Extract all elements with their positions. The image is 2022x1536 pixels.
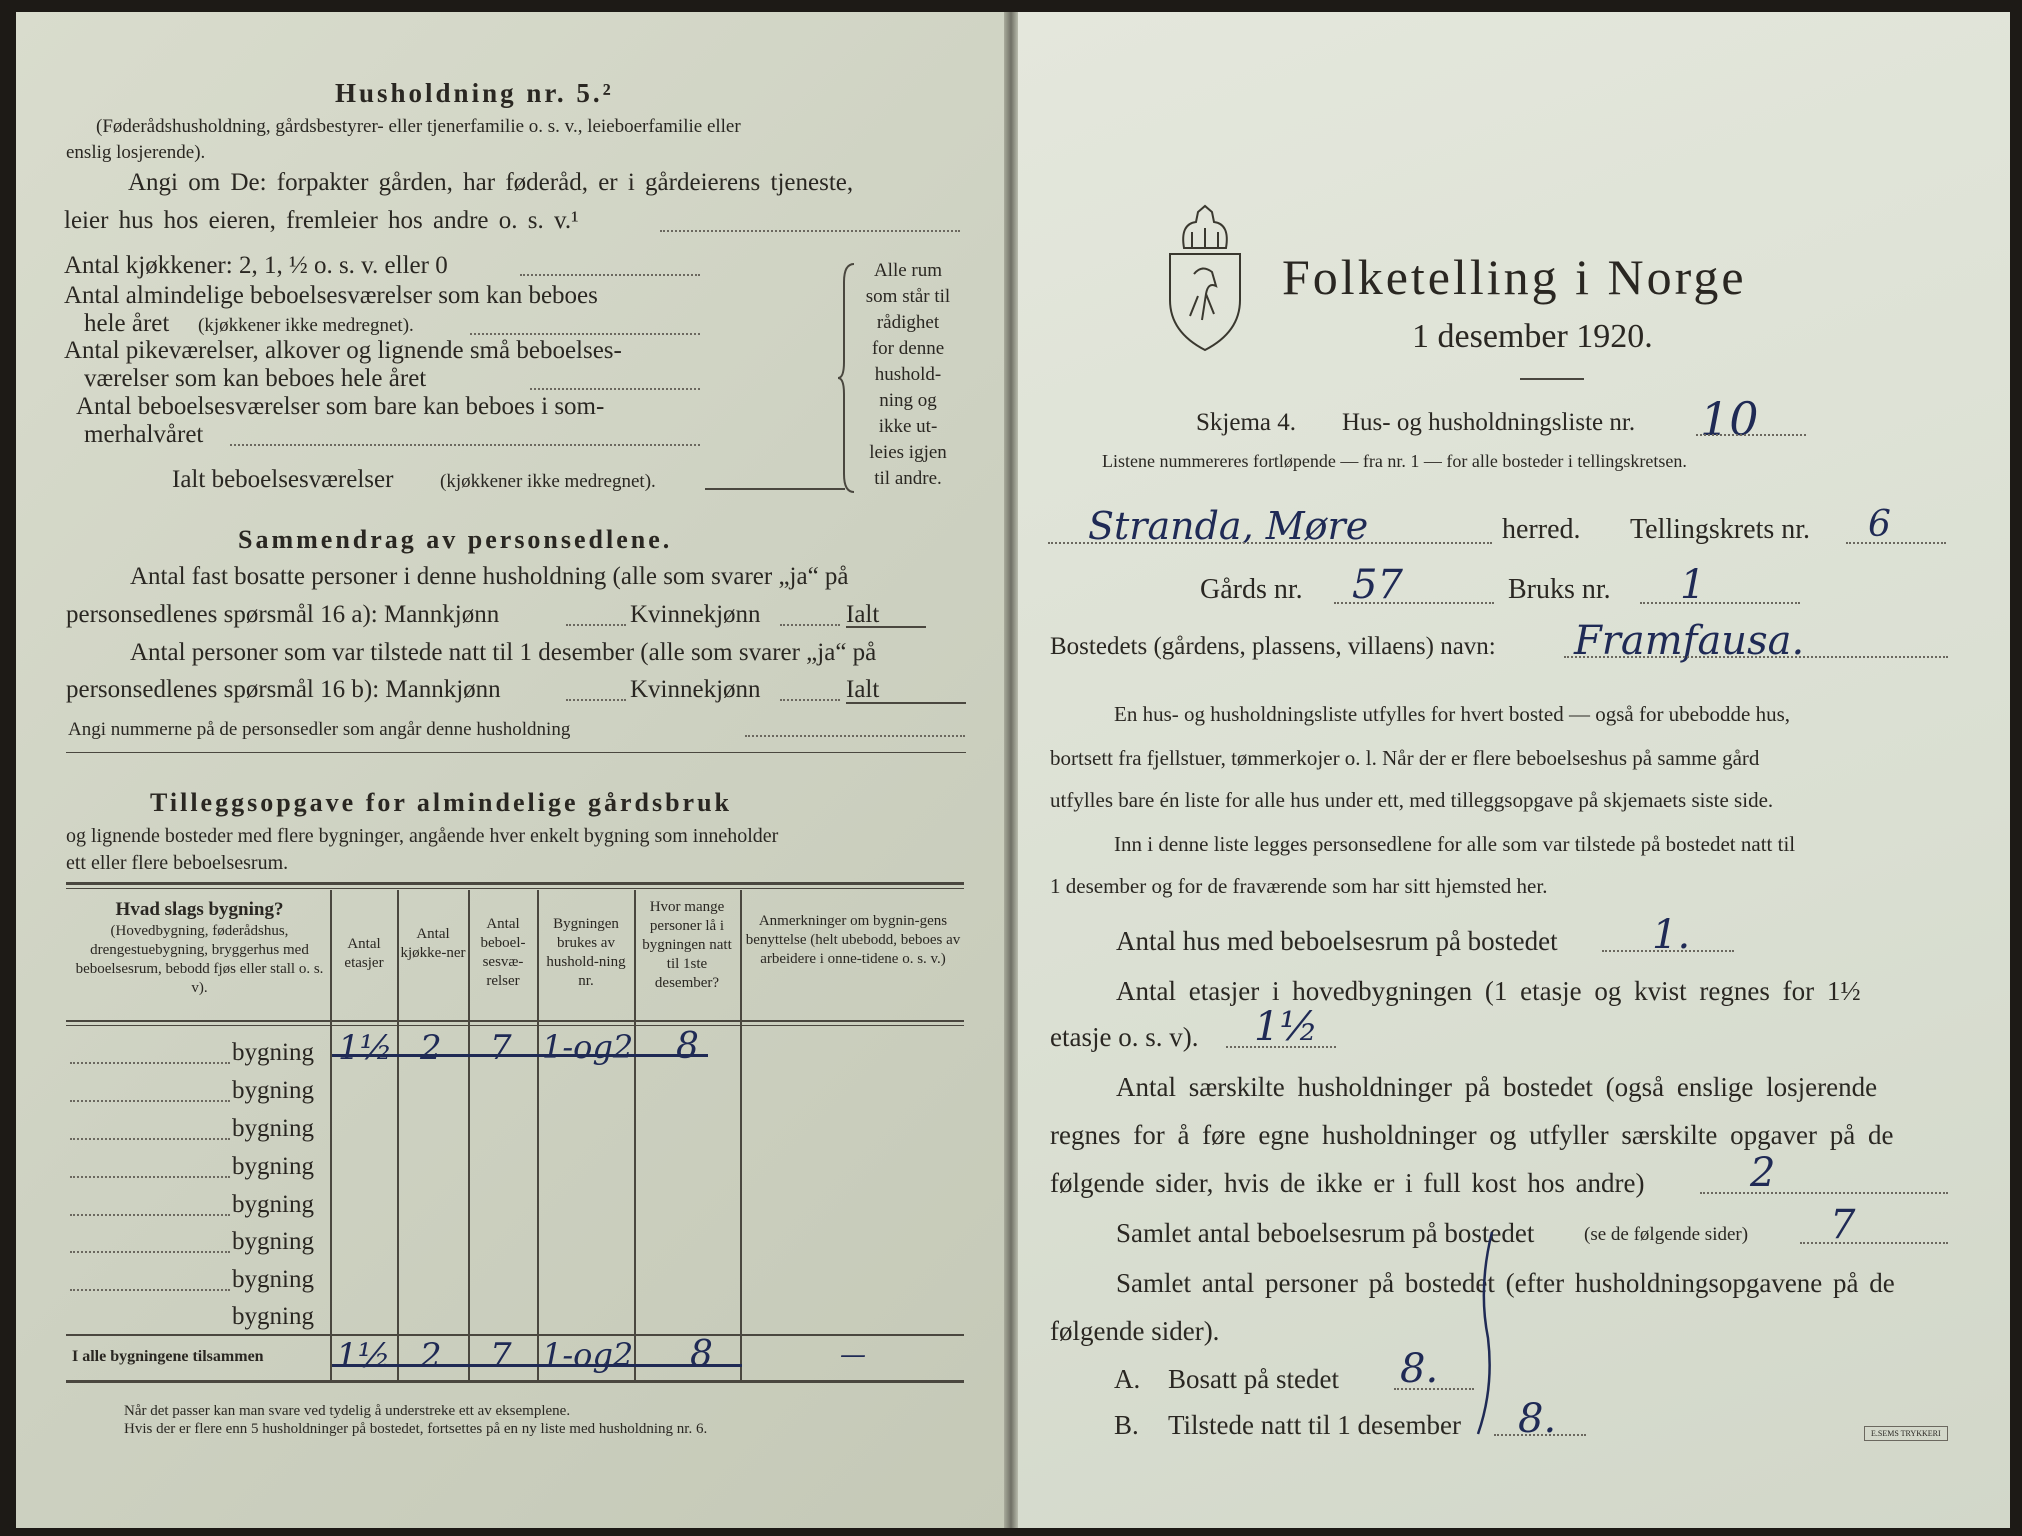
intro-line: (Føderådshusholdning, gårdsbestyrer- eller tjenerfamilie o. s. v., leieboerfamilie eller — [96, 116, 741, 137]
row1-vaerelser: 7 — [490, 1028, 512, 1068]
table-header-anmerkninger: Anmerkninger om bygnin-gens benyttelse (helt ubebodd, beboes av arbeidere i onne-tidene o. s. v.) — [745, 913, 961, 967]
fast-line: personsedlenes spørsmål 16 a): Mannkjønn — [66, 601, 500, 628]
table-col-rule — [537, 890, 539, 1380]
row1-strike — [332, 1054, 708, 1057]
fill-line — [530, 388, 700, 390]
fill-line — [1394, 1388, 1474, 1390]
fill-line — [660, 230, 960, 232]
brace-note-line: for denne — [871, 338, 945, 359]
fill-line — [70, 1251, 230, 1253]
total-personer: 8 — [690, 1334, 713, 1375]
brace-note-line: hushold- — [874, 364, 942, 385]
table-col-rule — [397, 890, 399, 1380]
hus-value: 1. — [1652, 912, 1691, 958]
tillegg-line: og lignende bosteder med flere bygninger, angående hver enkelt bygning som inneholder — [66, 825, 779, 847]
etasjer-label: Antal etasjer i hovedbygningen (1 etasje og kvist regnes for 1½ — [1116, 976, 1861, 1006]
row1-personer: 8 — [676, 1026, 699, 1067]
footnote: Når det passer kan man svare ved tydelig å understreke ett av eksemplene. — [124, 1403, 571, 1419]
fill-line — [470, 333, 700, 335]
table-total-rule — [66, 1334, 964, 1336]
table-col-rule — [330, 890, 332, 1380]
total-husholdning: 1-og2 — [542, 1336, 634, 1374]
fill-line — [1334, 602, 1494, 604]
fill-line — [780, 624, 840, 626]
total-etasjer: 1½ — [336, 1336, 391, 1376]
fill-line — [1700, 1192, 1948, 1194]
table-header-etasjer: Antal etasjer — [344, 936, 384, 971]
brace-icon — [838, 262, 860, 494]
table-top-rule — [66, 882, 964, 885]
table-col-rule — [634, 890, 636, 1380]
sammendrag-title: Sammendrag av personsedlene. — [238, 525, 673, 554]
fill-line — [520, 274, 700, 276]
fill-line — [70, 1138, 230, 1140]
skjema-label: Skjema 4. — [1196, 409, 1296, 436]
listene-note: Listene nummereres fortløpende — fra nr. 1 — for alle bosteder i tellingskretsen. — [1102, 451, 1687, 471]
brace-note-line: til andre. — [874, 468, 942, 489]
bosted-value: Framfausa. — [1574, 618, 1805, 664]
alm-label: Antal almindelige beboelsesværelser som kan beboes — [64, 282, 598, 309]
row1-etasjer: 1½ — [338, 1028, 393, 1068]
info-line: 1 desember og for de fraværende som har sitt hjemsted her. — [1050, 874, 1548, 898]
fill-line — [846, 626, 926, 628]
table-row-label: bygning — [232, 1153, 314, 1180]
herred-value: Stranda, Møre — [1088, 504, 1369, 548]
tilstede-line: personsedlenes spørsmål 16 b): Mannkjønn — [66, 676, 501, 703]
a-label: A. — [1114, 1364, 1141, 1394]
nummerne-label: Angi nummerne på de personsedler som angår denne husholdning — [68, 719, 571, 740]
brace-note-line: ikke ut- — [878, 416, 938, 437]
sars-label: følgende sider, hvis de ikke er i full kost hos andre) — [1050, 1168, 1645, 1198]
b-value: 8. — [1518, 1396, 1557, 1442]
header-title: Hvad slags bygning? — [115, 899, 284, 920]
title-rule — [1520, 378, 1584, 380]
row1-husholdning: 1-og2 — [542, 1028, 634, 1066]
total-strike — [332, 1364, 742, 1367]
footnote: Hvis der er flere enn 5 husholdninger på bostedet, fortsettes på en ny liste med husholdning nr. 6. — [124, 1421, 708, 1437]
table-top-rule — [66, 888, 964, 889]
table-row-label: bygning — [232, 1115, 314, 1142]
samlet-pers-label: Samlet antal personer på bostedet (efter husholdningsopgavene på de — [1116, 1268, 1895, 1298]
samlet-rum-note: (se de følgende sider) — [1584, 1224, 1749, 1245]
brace-note-line: ning og — [879, 390, 937, 411]
intro-line: enslig losjerende). — [66, 142, 206, 163]
b-text: Tilstede natt til 1 desember — [1168, 1410, 1461, 1440]
alm-note: (kjøkkener ikke medregnet). — [198, 315, 414, 336]
table-row-label: bygning — [232, 1303, 314, 1330]
coat-of-arms-icon — [1162, 204, 1248, 354]
total-kjokkener: 2 — [420, 1336, 442, 1376]
kvinne-label: Kvinnekjønn — [630, 676, 761, 703]
fill-line — [1226, 1046, 1336, 1048]
table-row-label: bygning — [232, 1266, 314, 1293]
table-header-kjokkener: Antal kjøkke-ner — [400, 926, 466, 961]
table-header-rule — [66, 1025, 964, 1026]
krets-value: 6 — [1868, 504, 1891, 545]
hus-label: Antal hus med beboelsesrum på bostedet — [1116, 926, 1558, 956]
fill-line — [1048, 542, 1492, 544]
fill-line — [70, 1289, 230, 1291]
document-title: Folketelling i Norge — [1282, 249, 1747, 305]
liste-nr-value: 10 — [1700, 392, 1759, 446]
sars-label: Antal særskilte husholdninger på bostedet (også enslige losjerende — [1116, 1072, 1878, 1102]
fast-line: Antal fast bosatte personer i denne husholdning (alle som svarer „ja“ på — [130, 563, 849, 590]
fill-line — [230, 444, 700, 446]
fill-line — [705, 488, 845, 490]
fill-line — [1846, 542, 1946, 544]
a-text: Bosatt på stedet — [1168, 1364, 1339, 1394]
table-header-personer: Hvor mange personer lå i bygningen natt til 1ste desember? — [642, 899, 732, 991]
fill-line — [566, 699, 626, 701]
samlet-pers-label: følgende sider). — [1050, 1316, 1220, 1346]
household-title: Husholdning nr. 5.² — [335, 78, 614, 108]
info-line: Inn i denne liste legges personsedlene for alle som var tilstede på bostedet natt til — [1114, 832, 1796, 856]
etasjer-label: etasje o. s. v). — [1050, 1022, 1199, 1052]
census-date: 1 desember 1920. — [1412, 318, 1653, 355]
kjokkener-label: Antal kjøkkener: 2, 1, ½ o. s. v. eller 0 — [64, 252, 448, 279]
b-label: B. — [1114, 1410, 1139, 1440]
header-detail: (Hovedbygning, føderådshus, drengestuebygning, bryggerhus med beboelsesrum, bebodd fjøs eller stall o. s. v). — [75, 923, 324, 996]
info-line: En hus- og husholdningsliste utfylles for hvert bosted — også for ubebodde hus, — [1114, 702, 1790, 726]
fill-line — [70, 1100, 230, 1102]
total-label: I alle bygningene tilsammen — [72, 1348, 264, 1365]
bruks-value: 1 — [1680, 562, 1706, 608]
row1-kjokkener: 2 — [420, 1028, 442, 1068]
info-line: utfylles bare én liste for alle hus under ett, med tilleggsopgave på skjemaets siste side. — [1050, 788, 1774, 812]
samlet-rum-label: Samlet antal beboelsesrum på bostedet — [1116, 1218, 1535, 1248]
angi-line: Angi om De: forpakter gården, har føderåd, er i gårdeierens tjeneste, — [128, 169, 854, 196]
table-header-husholdning: Bygningen brukes av hushold-ning nr. — [546, 916, 626, 989]
angi-line: leier hus hos eieren, fremleier hos andre o. s. v.¹ — [64, 207, 579, 234]
brace-note-line: rådighet — [876, 312, 940, 333]
table-row-label: bygning — [232, 1228, 314, 1255]
table-row-label: bygning — [232, 1191, 314, 1218]
total-anmerkninger: — — [840, 1340, 866, 1370]
pen-mark-icon — [1468, 1228, 1508, 1438]
fill-line — [1564, 656, 1948, 658]
fill-line — [566, 624, 626, 626]
brace-note-line: leies igjen — [869, 442, 947, 463]
gards-label: Gårds nr. — [1200, 574, 1303, 605]
ialt-label: Ialt — [846, 676, 880, 703]
sommer-label: merhalvåret — [84, 421, 204, 448]
section-divider — [66, 752, 966, 753]
kvinne-label: Kvinnekjønn — [630, 601, 761, 628]
fill-line — [780, 699, 840, 701]
bosted-label: Bostedets (gårdens, plassens, villaens) navn: — [1050, 633, 1496, 660]
pike-label: Antal pikeværelser, alkover og lignende små beboelses- — [64, 337, 622, 364]
ialt-vaerelser-label: Ialt beboelsesværelser — [172, 466, 394, 493]
sommer-label: Antal beboelsesværelser som bare kan beboes i som- — [76, 393, 605, 420]
bruks-label: Bruks nr. — [1508, 574, 1611, 605]
table-header-building-type — [72, 898, 327, 998]
sars-label: regnes for å føre egne husholdninger og utfyller særskilte opgaver på de — [1050, 1120, 1894, 1150]
fill-line — [70, 1214, 230, 1216]
pike-label: værelser som kan beboes hele året — [84, 365, 427, 392]
a-value: 8. — [1400, 1346, 1439, 1392]
alm-label: hele året — [84, 310, 170, 337]
ialt-vaerelser-note: (kjøkkener ikke medregnet). — [440, 471, 656, 492]
brace-note — [858, 258, 958, 492]
fill-line — [70, 1062, 230, 1064]
fill-line — [1640, 602, 1800, 604]
total-vaerelser: 7 — [490, 1336, 512, 1376]
table-row-label: bygning — [232, 1039, 314, 1066]
right-page — [1010, 12, 2010, 1528]
table-col-rule — [468, 890, 470, 1380]
krets-label: Tellingskrets nr. — [1630, 514, 1811, 545]
fill-line — [846, 702, 966, 704]
table-header-vaerelser: Antal beboel-sesvæ-relser — [480, 916, 526, 989]
fill-line — [1800, 1242, 1948, 1244]
etasjer-value: 1½ — [1254, 1004, 1319, 1050]
sars-value: 2 — [1750, 1150, 1776, 1196]
tillegg-line: ett eller flere beboelsesrum. — [66, 852, 289, 874]
fill-line — [745, 735, 965, 737]
page-fold — [1004, 12, 1018, 1528]
tilstede-line: Antal personer som var tilstede natt til 1 desember (alle som svarer „ja“ på — [130, 639, 877, 666]
tillegg-title: Tilleggsopgave for almindelige gårdsbruk — [150, 788, 733, 817]
fill-line — [70, 1176, 230, 1178]
table-header-rule — [66, 1020, 964, 1022]
fill-line — [1696, 434, 1806, 436]
info-line: bortsett fra fjellstuer, tømmerkojer o. l. Når der er flere beboelseshus på samme gård — [1050, 746, 1760, 770]
ialt-label: Ialt — [846, 601, 880, 628]
brace-note-line: som står til — [865, 286, 951, 307]
herred-label: herred. — [1502, 514, 1581, 545]
table-row-label: bygning — [232, 1077, 314, 1104]
table-col-rule — [740, 890, 742, 1380]
left-page — [16, 12, 1016, 1528]
brace-note-line: Alle rum — [873, 260, 943, 281]
fill-line — [1602, 950, 1734, 952]
table-bottom-rule — [66, 1380, 964, 1383]
liste-label: Hus- og husholdningsliste nr. — [1342, 409, 1636, 436]
printer-stamp: E.SEMS TRYKKERI — [1864, 1426, 1948, 1441]
gards-value: 57 — [1352, 562, 1403, 608]
samlet-rum-value: 7 — [1830, 1202, 1856, 1248]
